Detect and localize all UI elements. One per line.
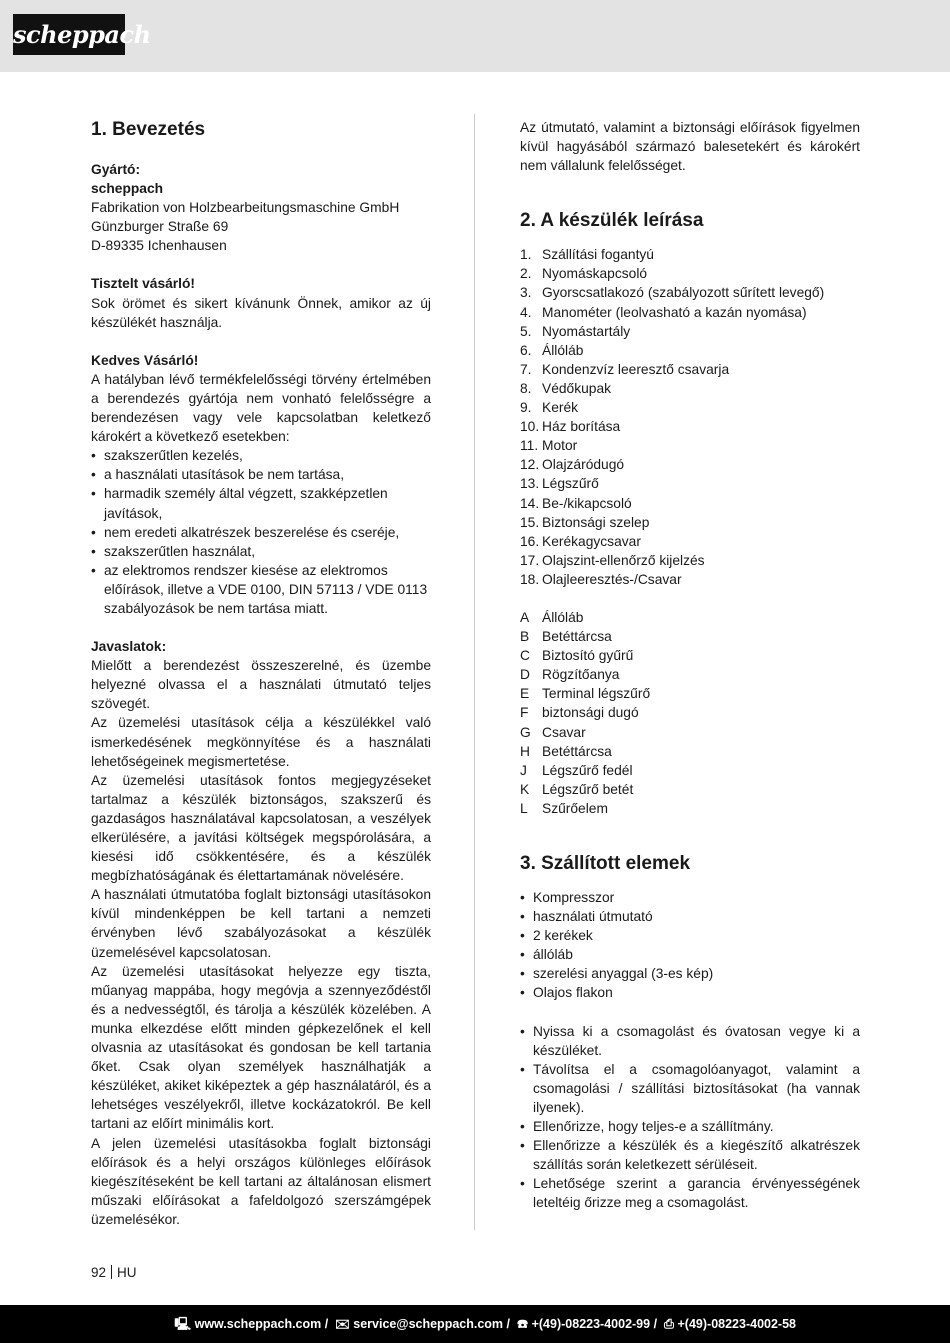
item-number: 15.	[520, 514, 540, 530]
list-item	[520, 303, 860, 322]
item-label: Csavar	[542, 724, 586, 740]
item-label: Biztonsági szelep	[542, 514, 650, 530]
section-title-supplied-items: 3. Szállított elemek	[520, 853, 691, 874]
list-item	[520, 455, 860, 474]
column-divider	[474, 114, 475, 1230]
manufacturer-name: scheppach	[91, 181, 164, 197]
item-label: Kondenzvíz leeresztő csavarja	[542, 361, 730, 377]
item-label: Nyomáskapcsoló	[542, 266, 648, 282]
item-number: 3.	[520, 285, 532, 301]
computer-icon: 🖳	[174, 1317, 192, 1331]
fax-number: +(49)-08223-4002-58	[677, 1317, 796, 1331]
letter-parts-list	[520, 608, 860, 818]
list-item	[520, 761, 860, 780]
list-item: • 2 kerékek	[520, 926, 860, 945]
paragraph: Mielőtt a berendezést összeszerelné, és üzembe helyezné olvassa el a használati útmutató teljes szövegét.	[91, 658, 431, 712]
item-number: 14.	[520, 495, 540, 511]
fax-icon: ⎙	[664, 1317, 675, 1331]
list-item	[520, 551, 860, 570]
list-item	[520, 665, 860, 684]
liability-text: A hatályban lévő termékfelelősségi törvény értelmében a berendezés gyártója nem vonható felelősségre a berendezésen vagy vele kapcsolatban keletkező károkért a következő esetekben:	[91, 371, 431, 445]
list-item: • Kompresszor	[520, 888, 860, 907]
item-number: 12.	[520, 457, 540, 473]
item-number: 11.	[520, 438, 539, 454]
list-item	[520, 608, 860, 627]
item-letter: A	[520, 609, 530, 625]
unpacking-steps-list	[520, 1022, 860, 1213]
recommendations-heading: Javaslatok:	[91, 639, 167, 655]
list-item	[520, 703, 860, 722]
item-label: Légszűrő fedél	[542, 762, 633, 778]
supplied-items-list	[520, 888, 860, 1003]
address-line: Fabrikation von Holzbearbeitungsmaschine GmbH	[91, 200, 400, 216]
item-label: Szállítási fogantyú	[542, 247, 654, 263]
list-item: • a használati utasítások be nem tartása,	[91, 465, 431, 484]
paragraph: A használati útmutatóba foglalt biztonsági utasításokon kívül mindenképpen be kell tartani a nemzeti érvényben lévő szabályozásokat a készülék üzemelésével kapcsolatosan.	[91, 887, 431, 960]
contact-footer	[0, 1305, 950, 1343]
item-number: 1.	[520, 247, 532, 263]
liability-cases-list	[91, 446, 431, 618]
item-label: Betéttárcsa	[542, 743, 612, 759]
list-item	[520, 417, 860, 436]
list-item	[520, 684, 860, 703]
scheppach-logo: scheppach	[13, 14, 125, 55]
list-item	[520, 513, 860, 532]
list-item	[520, 646, 860, 665]
item-number: 4.	[520, 304, 532, 320]
item-label: Betéttárcsa	[542, 629, 612, 645]
separator: /	[503, 1317, 514, 1331]
list-item	[520, 532, 860, 551]
item-label: Olajszint-ellenőrző kijelzés	[542, 552, 705, 568]
item-label: biztonsági dugó	[542, 705, 639, 721]
item-letter: J	[520, 762, 527, 778]
item-number: 9.	[520, 400, 532, 416]
item-label: Motor	[542, 438, 578, 454]
right-column	[520, 118, 860, 1213]
paragraph: Az üzemelési utasítások fontos megjegyzéseket tartalmaz a készülék biztonságos, szakszerű és gazdaságos használatával kapcsolatosan, a veszélyek elkerülésére, a javítási költségek megspórolására, a kiesési idő csökkentésére, és a készülék megbízhatóságának és élettartamának növelésére.	[91, 772, 431, 884]
list-item	[520, 379, 860, 398]
list-item	[520, 780, 860, 799]
list-item	[520, 436, 860, 455]
page-separator	[111, 1265, 112, 1279]
item-label: Rögzítőanya	[542, 667, 620, 683]
item-label: Védőkupak	[542, 380, 612, 396]
item-number: 13.	[520, 476, 540, 492]
list-item: • szakszerűtlen kezelés,	[91, 446, 431, 465]
item-number: 8.	[520, 380, 532, 396]
list-item	[520, 742, 860, 761]
item-number: 17.	[520, 552, 540, 568]
list-item	[520, 264, 860, 283]
item-label: Be-/kikapcsoló	[542, 495, 632, 511]
list-item	[520, 322, 860, 341]
item-letter: H	[520, 743, 530, 759]
separator: /	[321, 1317, 332, 1331]
mail-icon: ✉	[335, 1317, 350, 1331]
list-item: • az elektromos rendszer kiesése az elektromos előírások, illetve a VDE 0100, DIN 57113 / VDE 0113 szabályozások be nem tartása miatt.	[91, 561, 431, 618]
manufacturer-label: Gyártó:	[91, 162, 141, 177]
item-letter: B	[520, 629, 530, 645]
item-number: 10.	[520, 419, 540, 435]
item-label: Manométer (leolvasható a kazán nyomása)	[542, 304, 807, 320]
list-item: • nem eredeti alkatrészek beszerelése és cseréje,	[91, 523, 431, 542]
greeting-heading: Kedves Vásárló!	[91, 352, 199, 368]
list-item	[520, 341, 860, 360]
item-label: Kerék	[542, 400, 579, 416]
list-item	[520, 398, 860, 417]
item-label: Olajleeresztés-/Csavar	[542, 571, 682, 587]
item-label: Olajzáródugó	[542, 457, 625, 473]
item-number: 7.	[520, 361, 532, 377]
phone-number: +(49)-08223-4002-99	[531, 1317, 651, 1331]
address-line: Günzburger Straße 69	[91, 219, 229, 235]
item-number: 18.	[520, 571, 540, 587]
list-item: • Lehetősége szerint a garancia érvényességének leteltéig őrizze meg a csomagolást.	[520, 1174, 860, 1212]
item-letter: C	[520, 648, 530, 664]
item-label: Gyorscsatlakozó (szabályozott sűrített levegő)	[542, 285, 825, 301]
greeting-heading: Tisztelt vásárló!	[91, 276, 196, 292]
item-label: Kerékagycsavar	[542, 533, 641, 549]
address-line: D-89335 Ichenhausen	[91, 238, 227, 254]
left-column	[91, 118, 431, 1229]
item-label: Szűrőelem	[542, 800, 608, 816]
item-label: Állóláb	[542, 609, 584, 625]
contact-line	[174, 1305, 796, 1343]
page-number: 92	[91, 1265, 107, 1280]
list-item: • Nyissa ki a csomagolást és óvatosan vegye ki a készüléket.	[520, 1022, 860, 1060]
list-item: • állóláb	[520, 945, 860, 964]
list-item	[520, 494, 860, 513]
page-number-block	[91, 1265, 137, 1280]
item-letter: E	[520, 686, 530, 702]
item-label: Terminal légszűrő	[542, 686, 651, 702]
item-label: Állóláb	[542, 342, 584, 358]
item-label: Biztosító gyűrű	[542, 648, 634, 664]
item-label: Ház borítása	[542, 419, 621, 435]
email-link[interactable]: service@scheppach.com	[353, 1317, 504, 1331]
list-item: • Olajos flakon	[520, 983, 860, 1002]
phone-icon: ☎	[516, 1317, 529, 1331]
website-link[interactable]: www.scheppach.com	[194, 1317, 322, 1331]
list-item: • Ellenőrizze a készülék és a kiegészítő alkatrészek szállítás során keletkezett sérüléseit.	[520, 1136, 860, 1174]
list-item	[520, 799, 860, 818]
section-title-device-description: 2. A készülék leírása	[520, 210, 704, 232]
paragraph: Az üzemelési utasítások célja a készülékkel való ismerkedésének megkönnyítése és a használati lehetőségeinek megismertetése.	[91, 715, 431, 769]
item-label: Nyomástartály	[542, 323, 631, 339]
list-item: • szakszerűtlen használat,	[91, 542, 431, 561]
greeting-text: Sok örömet és sikert kívánunk Önnek, amikor az új készülékét használja.	[91, 295, 431, 330]
list-item	[520, 474, 860, 493]
item-letter: L	[520, 800, 528, 816]
item-number: 5.	[520, 323, 532, 339]
list-item: • Ellenőrizze, hogy teljes-e a szállítmány.	[520, 1117, 860, 1136]
disclaimer-text: Az útmutató, valamint a biztonsági előírások figyelmen kívül hagyásából származó balesetekért és károkért nem vállalunk felelősséget.	[520, 120, 860, 174]
item-number: 2.	[520, 266, 532, 282]
list-item	[520, 245, 860, 264]
separator: /	[650, 1317, 661, 1331]
list-item	[520, 723, 860, 742]
list-item: • használati útmutató	[520, 907, 860, 926]
list-item	[520, 283, 860, 302]
paragraph: Az üzemelési utasításokat helyezze egy tiszta, műanyag mappába, hogy megóvja a szennyeződéstől és a nedvességtől, és tárolja a készülék közelében. A munka elkezdése előtt minden gépkezelőnek el kell olvasnia az utasításokat és gondosan be kell tartania őket. Csak olyan személyek használhatják a készüléket, akiket kiképeztek a gép használatáról, és a lehetséges veszélyekről, illetve kockázatokról. Be kell tartani az előírt minimális kort.	[91, 963, 431, 1132]
item-label: Légszűrő betét	[542, 781, 634, 797]
language-code: HU	[117, 1265, 137, 1280]
paragraph: A jelen üzemelési utasításokba foglalt biztonsági előírások és a helyi országos különleges előírások kiegészítéseként be kell tartani az általánosan elismert műszaki előírásokat a fafeldolgozó szerszámgépek üzemelésékor.	[91, 1135, 431, 1227]
item-letter: F	[520, 705, 529, 721]
list-item: • harmadik személy által végzett, szakképzetlen javítások,	[91, 484, 431, 522]
list-item	[520, 360, 860, 379]
list-item	[520, 570, 860, 589]
item-letter: K	[520, 781, 530, 797]
item-label: Légszűrő	[542, 476, 599, 492]
list-item: • szerelési anyaggal (3-es kép)	[520, 964, 860, 983]
item-letter: D	[520, 667, 530, 683]
item-letter: G	[520, 724, 531, 740]
item-number: 6.	[520, 342, 532, 358]
list-item: • Távolítsa el a csomagolóanyagot, valamint a csomagolási / szállítási biztosításokat (ha vannak ilyenek).	[520, 1060, 860, 1117]
list-item	[520, 627, 860, 646]
page-header	[0, 0, 950, 72]
parts-list	[520, 245, 860, 589]
section-title-introduction: 1. Bevezetés	[91, 119, 206, 140]
item-number: 16.	[520, 533, 540, 549]
